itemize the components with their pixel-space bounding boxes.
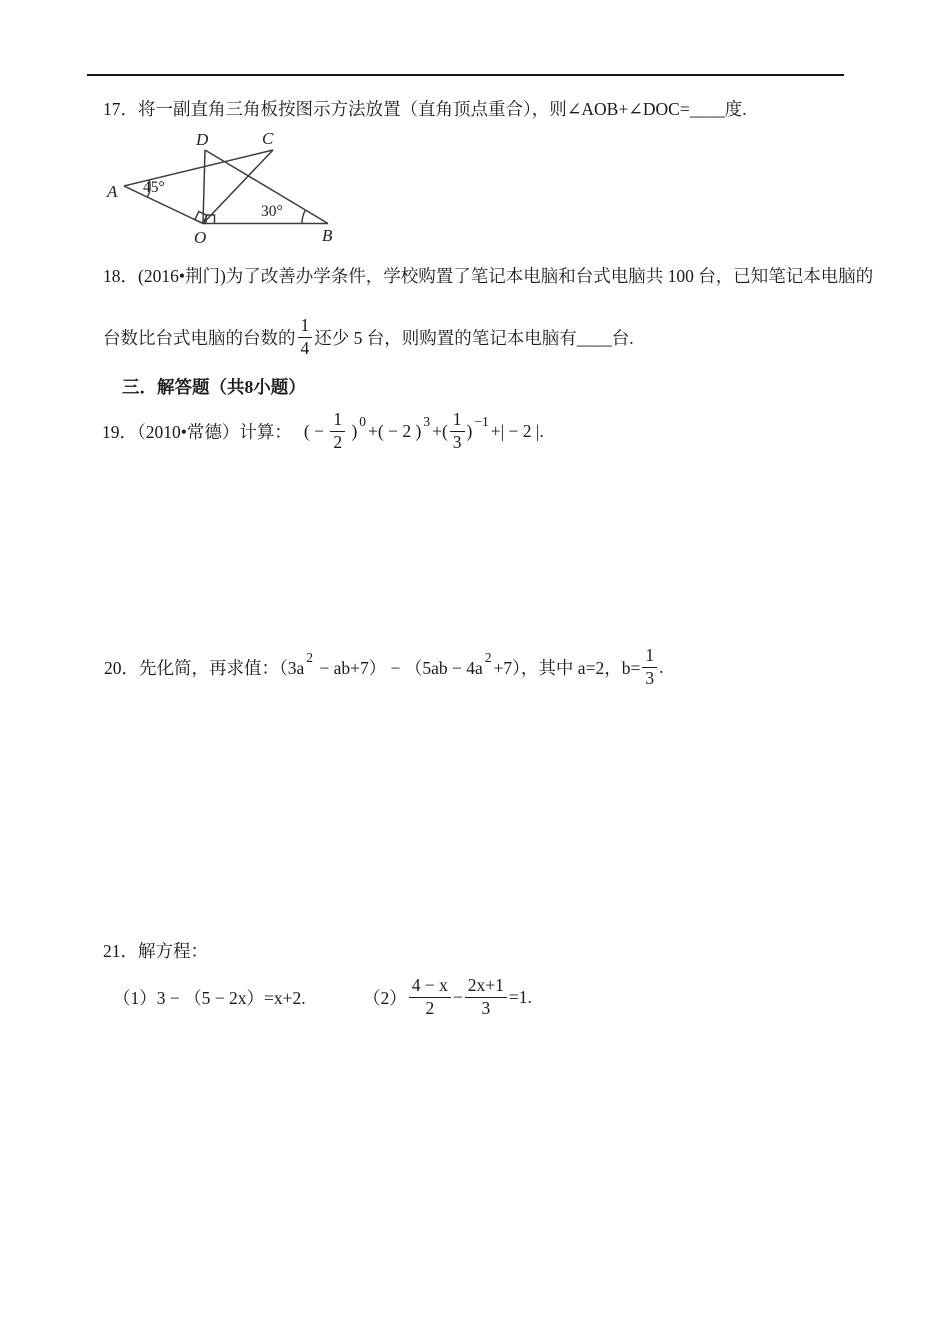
fraction-one-third bbox=[642, 646, 657, 688]
point-label-A: A bbox=[107, 182, 118, 201]
fraction-numerator: 1 bbox=[450, 410, 465, 432]
fraction-2x-plus-1-over-3 bbox=[465, 976, 507, 1018]
fraction-denominator: 4 bbox=[300, 337, 310, 358]
q20-period: . bbox=[659, 656, 664, 677]
q19-absolute-value-term: +| − 2 |. bbox=[490, 420, 544, 441]
point-label-C: C bbox=[262, 129, 274, 148]
fraction-one-half bbox=[330, 410, 345, 452]
q21-equals-one: =1. bbox=[508, 986, 532, 1007]
q21-minus-sign: − bbox=[452, 986, 463, 1007]
geometry-figure bbox=[95, 125, 355, 251]
q19-open-paren-1: ( − bbox=[303, 420, 329, 441]
question-17-text: 17．将一副直角三角板按图示方法放置（直角顶点重合），则∠AOB+∠DOC=____度. bbox=[103, 99, 747, 119]
section-3-header: 三．解答题（共8小题） bbox=[122, 377, 306, 397]
question-21-label: 21．解方程： bbox=[103, 941, 208, 961]
figure-labels bbox=[106, 129, 333, 247]
question-19 bbox=[102, 408, 544, 454]
angle-label-30: 30° bbox=[261, 203, 283, 220]
point-label-O: O bbox=[194, 228, 207, 247]
q19-close-paren-1: ) bbox=[347, 420, 358, 441]
q20-exponent-2b: 2 bbox=[484, 650, 492, 665]
question-18-line1: 18．(2016•荆门)为了改善办学条件，学校购置了笔记本电脑和台式电脑共 100 台，已知笔记本电脑的 bbox=[103, 266, 874, 286]
fraction-one-fourth bbox=[298, 316, 313, 358]
q19-prefix: 19．（2010•常德）计算： bbox=[102, 421, 292, 442]
point-label-D: D bbox=[196, 130, 209, 149]
q19-exponent-3: 3 bbox=[423, 414, 431, 429]
fraction-denominator: 3 bbox=[481, 997, 491, 1018]
q19-close-paren-2: ) bbox=[466, 420, 473, 441]
point-label-B: B bbox=[322, 226, 333, 245]
q19-exponent-minus-1: −1 bbox=[474, 414, 489, 429]
fraction-numerator: 1 bbox=[298, 316, 313, 338]
q18-text-before-fraction: 台数比台式电脑的台数的 bbox=[103, 327, 296, 348]
question-21-part-2 bbox=[363, 973, 532, 1021]
q19-open-paren-2: +( bbox=[432, 420, 448, 441]
fraction-numerator: 1 bbox=[642, 646, 657, 668]
angle-label-45: 45° bbox=[143, 179, 165, 196]
fraction-numerator: 2x+1 bbox=[465, 976, 507, 998]
fraction-denominator: 3 bbox=[645, 667, 655, 688]
top-divider bbox=[87, 74, 844, 76]
fraction-denominator: 3 bbox=[452, 431, 462, 452]
q20-text-middle: − ab+7） − （5ab − 4a bbox=[315, 657, 483, 678]
fraction-numerator: 1 bbox=[330, 410, 345, 432]
fraction-denominator: 2 bbox=[333, 431, 343, 452]
angle-arc-B bbox=[302, 210, 306, 224]
fraction-4-minus-x-over-2 bbox=[409, 976, 451, 1018]
fraction-one-third bbox=[450, 410, 465, 452]
q18-text-after-fraction: 还少 5 台，则购置的笔记本电脑有____台. bbox=[314, 327, 634, 348]
q19-exponent-0: 0 bbox=[359, 414, 367, 429]
line-OD bbox=[203, 150, 205, 224]
q20-exponent-2a: 2 bbox=[306, 650, 314, 665]
question-20 bbox=[104, 644, 663, 690]
q20-text-end: +7），其中 a=2，b= bbox=[493, 657, 641, 678]
question-18-line2 bbox=[103, 314, 634, 360]
q19-middle-term: +( − 2 ) bbox=[368, 420, 422, 441]
question-21-part-1: （1）3 − （5 − 2x）=x+2. bbox=[113, 987, 306, 1008]
fraction-denominator: 2 bbox=[425, 997, 435, 1018]
fraction-numerator: 4 − x bbox=[409, 976, 451, 998]
q20-text-start: 20．先化简，再求值：（3a bbox=[104, 657, 305, 678]
q21-part2-label: （2） bbox=[363, 987, 407, 1008]
